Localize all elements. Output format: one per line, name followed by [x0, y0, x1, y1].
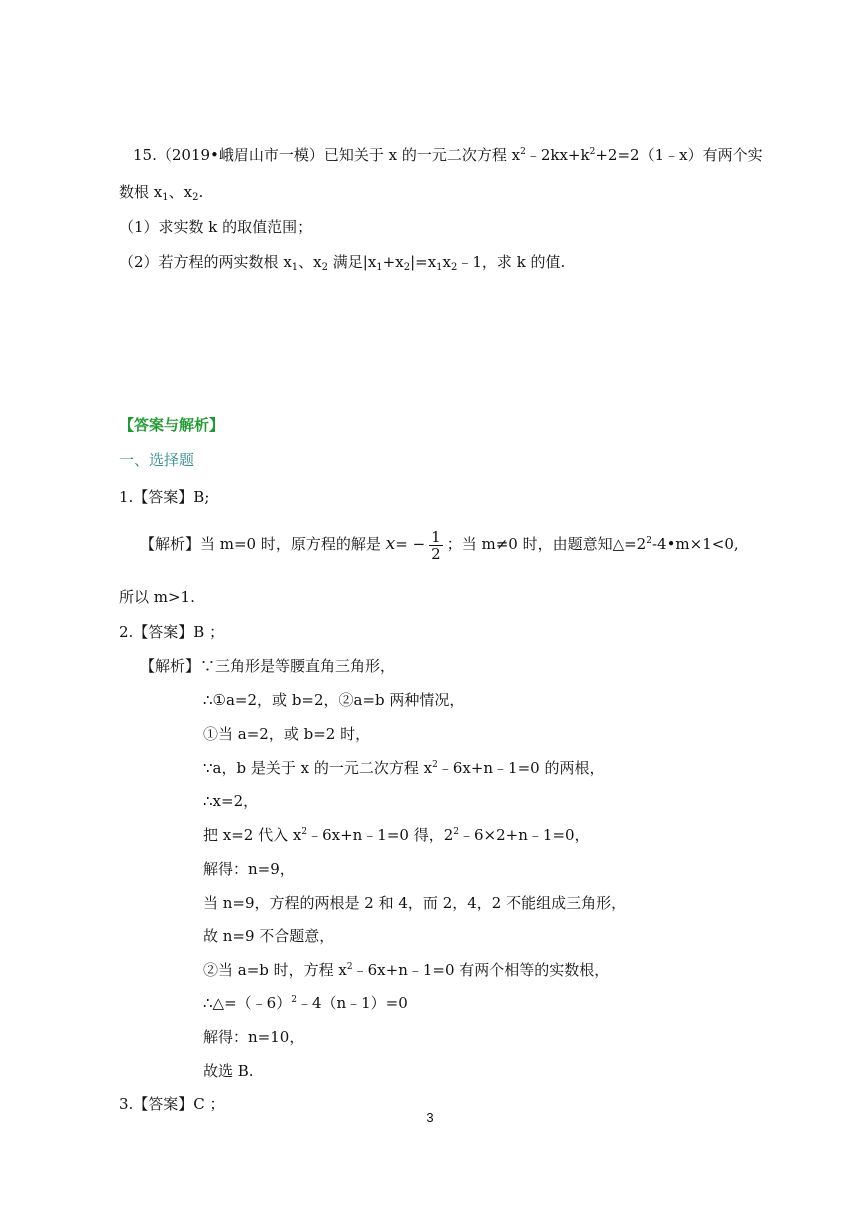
subscript: 2: [192, 192, 199, 203]
step-12: 故选 B.: [203, 1062, 254, 1080]
step-text: ②当 a=b 时，方程 x: [203, 961, 347, 979]
step-3: [203, 758, 604, 778]
step-text: ﹣6x+n﹣1=0 得，2: [307, 826, 454, 844]
problem-15-question-1: [119, 217, 312, 237]
explanation-text: 【解析】当 m=0 时，原方程的解是: [140, 535, 381, 553]
answer-1-continued: 所以 m>1.: [119, 588, 195, 606]
exponent: 2: [453, 827, 460, 837]
problem-15-text: 15.（2019•峨眉山市一模）已知关于 x 的一元二次方程 x: [133, 146, 521, 164]
question-2-text: |=x: [410, 253, 437, 271]
explanation-text: -4•m×1<0,: [651, 535, 739, 553]
step-9: [203, 960, 609, 980]
step-6: 解得：n=9，: [203, 860, 295, 878]
problem-15-line2: [119, 182, 203, 202]
step-text: ∴△=（﹣6）: [203, 994, 292, 1012]
step-4: ∴x=2，: [203, 792, 259, 810]
step-1: ∴①a=2，或 b=2，②a=b 两种情况，: [203, 691, 465, 709]
answer-2: 2.【答案】B ；: [119, 623, 225, 641]
problem-15-text: +2=2（1﹣x）有两个实: [595, 146, 763, 164]
question-1-text: （1）求实数 k 的取值范围；: [119, 218, 313, 236]
exponent: 2: [432, 760, 438, 770]
exponent: 2: [646, 536, 652, 546]
step-text: ﹣6x+n﹣1=0 有两个相等的实数根，: [352, 961, 610, 979]
question-2-text: ﹣1，求 k 的值.: [457, 253, 566, 271]
answer-2-explanation: 【解析】∵三角形是等腰直角三角形，: [140, 657, 396, 675]
exponent: 2: [301, 827, 308, 837]
step-8: 故 n=9 不合题意，: [203, 927, 335, 945]
subscript: 2: [451, 262, 458, 273]
problem-15-text: ﹣2kx+k: [525, 146, 590, 164]
answer-1-explanation: [140, 527, 739, 562]
answer-3: 3.【答案】C ；: [119, 1095, 225, 1113]
exponent: 2: [520, 147, 526, 157]
subscript: 1: [162, 192, 169, 203]
exponent: 2: [291, 995, 297, 1005]
problem-15-question-2: [119, 252, 565, 272]
explanation-text: ；当 m≠0 时，由题意知△=2: [446, 535, 647, 553]
page-number: 3: [426, 1110, 434, 1125]
problem-15-line1: [133, 145, 763, 165]
step-5: [203, 825, 590, 845]
subscript: 1: [376, 262, 383, 273]
question-2-text: （2）若方程的两实数根 x: [119, 253, 292, 271]
problem-15-text: 数根 x: [119, 183, 163, 201]
exponent: 2: [346, 962, 353, 972]
step-7: 当 n=9，方程的两根是 2 和 4，而 2，4，2 不能组成三角形，: [203, 894, 627, 912]
step-2: ①当 a=2，或 b=2 时，: [203, 725, 371, 743]
step-text: ﹣4（n﹣1）=0: [296, 994, 408, 1012]
question-2-text: x: [442, 253, 452, 271]
answers-heading: 【答案与解析】: [119, 416, 225, 434]
problem-15-text: .: [198, 183, 204, 201]
step-11: 解得：n=10，: [203, 1028, 305, 1046]
fraction-denominator: 2: [431, 544, 441, 563]
question-2-text: 、x: [298, 253, 322, 271]
step-text: ﹣6×2+n﹣1=0，: [459, 826, 590, 844]
question-2-text: 满足|x: [328, 253, 377, 271]
step-10: [203, 993, 408, 1013]
answer-1: 1.【答案】B;: [119, 488, 210, 506]
subscript: 1: [436, 262, 443, 273]
subscript: 2: [403, 262, 411, 273]
math-variable: x: [385, 534, 396, 554]
step-text: ∵a，b 是关于 x 的一元二次方程 x: [203, 759, 433, 777]
exponent: 2: [589, 147, 596, 157]
fraction-numerator: 1: [431, 527, 441, 546]
section-heading: 一、选择题: [119, 451, 195, 469]
step-text: ﹣6x+n﹣1=0 的两根，: [437, 759, 605, 777]
math-operator: = −: [395, 535, 426, 553]
question-2-text: +x: [382, 253, 404, 271]
problem-15-text: 、x: [168, 183, 193, 201]
step-text: 把 x=2 代入 x: [203, 826, 302, 844]
fraction: [429, 529, 443, 562]
subscript: 2: [321, 262, 328, 273]
subscript: 1: [291, 262, 299, 273]
